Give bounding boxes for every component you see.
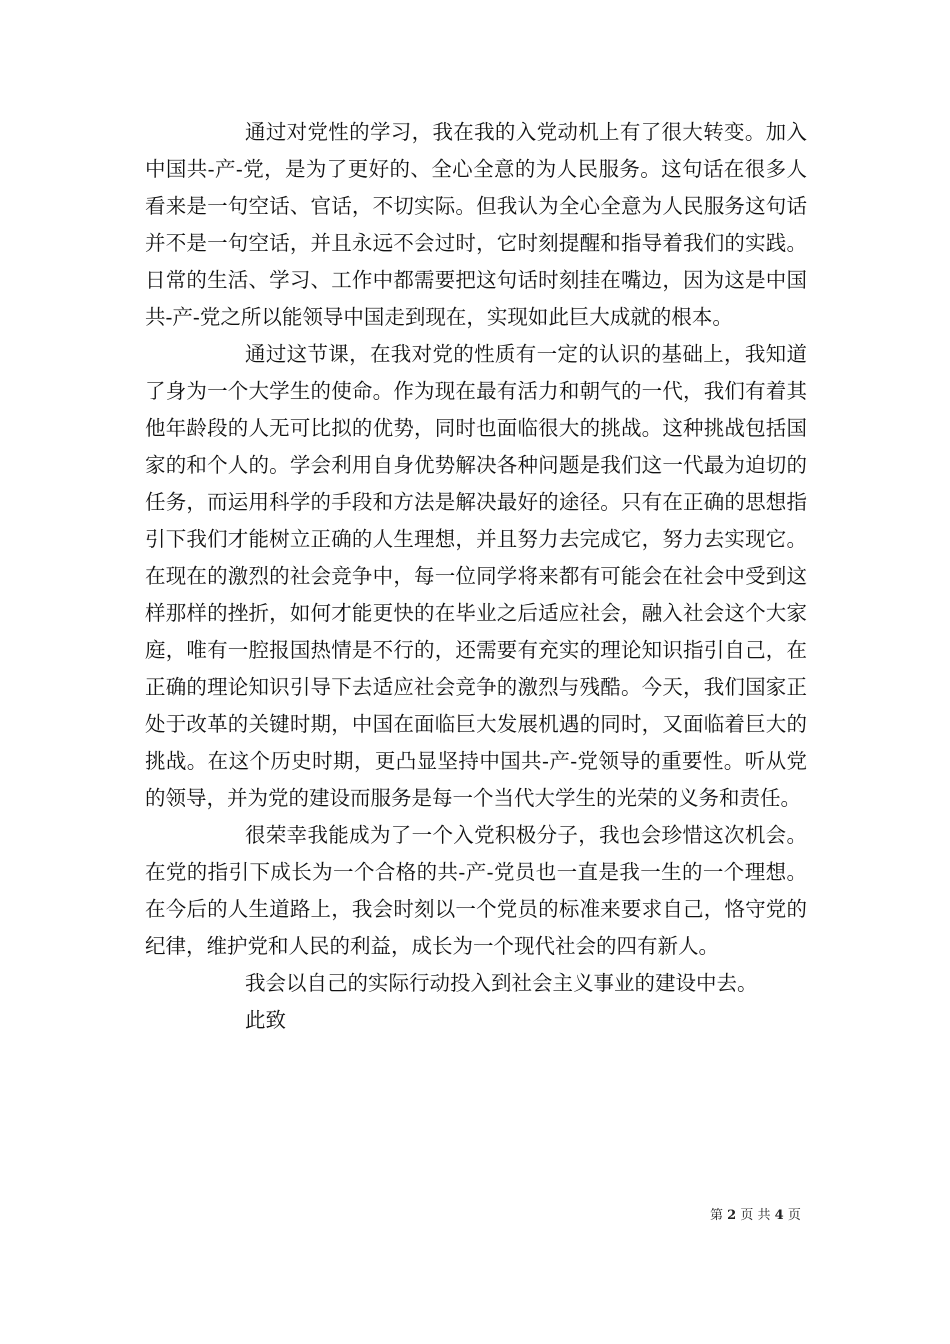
salutation: 此致 xyxy=(245,1008,286,1032)
page-number-footer xyxy=(710,1204,801,1223)
closing-line: 我会以自己的实际行动投入到社会主义事业的建设中去。 xyxy=(245,971,758,995)
paragraph-1: 通过对党性的学习，我在我的入党动机上有了很大转变。加入中国共-产-党，是为了更好的、全心全意的为人民服务。这句话在很多人看来是一句空话、官话，不切实际。但我认为全心全意为人民服务这句话并不是一句空话，并且永远不会过时，它时刻提醒和指导着我们的实践。日常的生活、学习、工作中都需要把这句话时刻挂在嘴边，因为这是中国共-产-党之所以能领导中国走到现在，实现如此巨大成就的根本。 xyxy=(145,120,807,329)
paragraph-2: 通过这节课，在我对党的性质有一定的认识的基础上，我知道了身为一个大学生的使命。作为现在最有活力和朝气的一代，我们有着其他年龄段的人无可比拟的优势，同时也面临很大的挑战。这种挑战包括国家的和个人的。学会利用自身优势解决各种问题是我们这一代最为迫切的任务，而运用科学的手段和方法是解决最好的途径。只有在正确的思想指引下我们才能树立正确的人生理想，并且努力去完成它，努力去实现它。在现在的激烈的社会竞争中，每一位同学将来都有可能会在社会中受到这样那样的挫折，如何才能更快的在毕业之后适应社会，融入社会这个大家庭，唯有一腔报国热情是不行的，还需要有充实的理论知识指引自己，在正确的理论知识引导下去适应社会竞争的激烈与残酷。今天，我们国家正处于改革的关键时期，中国在面临巨大发展机遇的同时，又面临着巨大的挑战。在这个历史时期，更凸显坚持中国共-产-党领导的重要性。听从党的领导，并为党的建设而服务是每一个当代大学生的光荣的义务和责任。 xyxy=(145,342,807,810)
document-body xyxy=(145,114,807,1039)
footer-middle: 页 共 xyxy=(740,1208,771,1223)
footer-suffix: 页 xyxy=(787,1208,801,1223)
current-page-number: 2 xyxy=(727,1208,737,1223)
paragraph-3: 很荣幸我能成为了一个入党积极分子，我也会珍惜这次机会。在党的指引下成长为一个合格的共-产-党员也一直是我一生的一个理想。在今后的人生道路上，我会时刻以一个党员的标准来要求自己，恪守党的纪律，维护党和人民的利益，成长为一个现代社会的四有新人。 xyxy=(145,823,807,958)
footer-prefix: 第 xyxy=(710,1208,724,1223)
total-pages-number: 4 xyxy=(774,1208,784,1223)
